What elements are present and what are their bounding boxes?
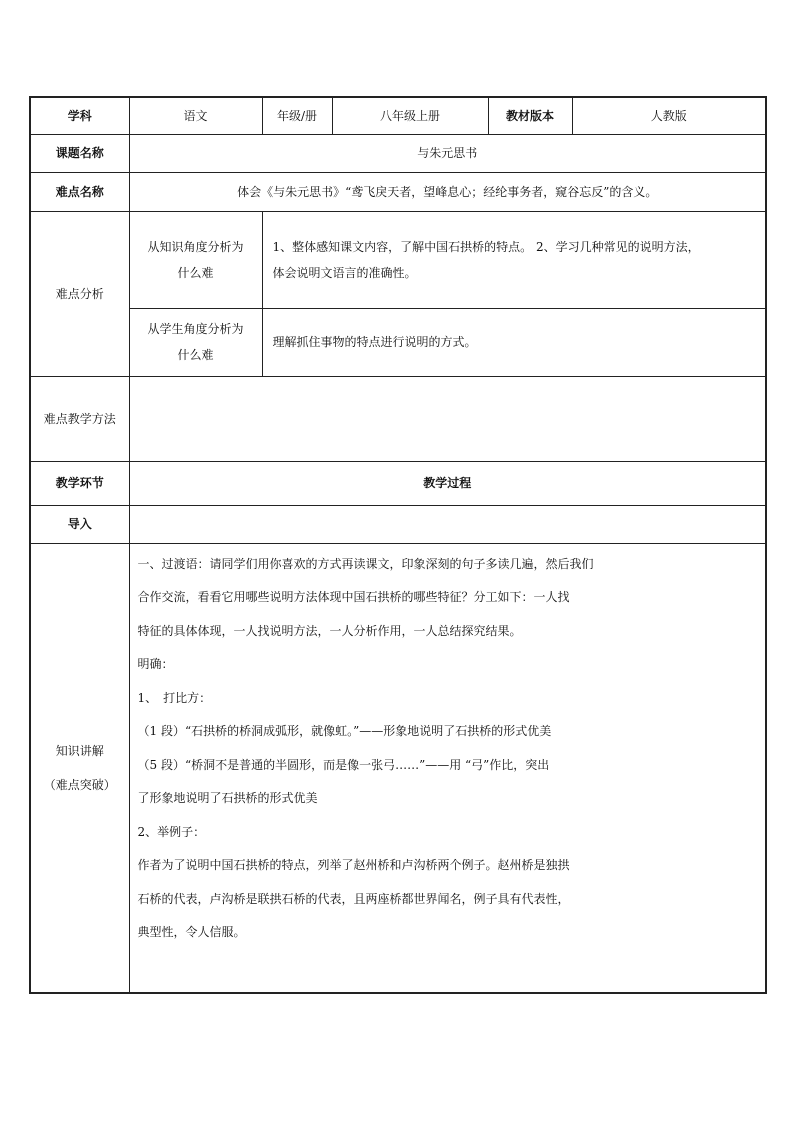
grade-label: 年级/册 (262, 97, 332, 134)
grade-value: 八年级上册 (332, 97, 488, 134)
process-label: 教学过程 (129, 461, 766, 505)
knowledge-angle-label-line1: 从知识角度分析为 (147, 239, 244, 254)
content-line: （5 段）“桥洞不是普通的半圆形，而是像一张弓……”——用 “弓”作比，突出 (137, 757, 550, 772)
lesson-plan-table (29, 96, 767, 994)
content-line: 作者为了说明中国石拱桥的特点，列举了赵州桥和卢沟桥两个例子。赵州桥是独拱 (137, 858, 570, 872)
lesson-title-value: 与朱元思书 (129, 134, 766, 172)
student-angle-label-line1: 从学生角度分析为 (147, 322, 244, 336)
edition-value: 人教版 (572, 97, 766, 134)
content-line: 一、过渡语：请同学们用你喜欢的方式再读课文，印象深刻的句子多读几遍，然后我们 (137, 556, 594, 571)
content-line: 石桥的代表，卢沟桥是联拱石桥的代表，且两座桥都世界闻名，例子具有代表性， (137, 891, 570, 906)
knowledge-angle-text-line1: 1、整体感知课文内容，了解中国石拱桥的特点。 2、学习几种常见的说明方法， (272, 239, 700, 254)
lesson-title-label: 课题名称 (30, 134, 129, 172)
student-angle-label-line2: 什么难 (177, 348, 214, 362)
process-header-row (30, 461, 766, 505)
intro-label: 导入 (30, 505, 129, 543)
knowledge-angle-text-line2: 体会说明文语言的准确性。 (272, 265, 417, 280)
difficulty-name-row (30, 172, 766, 211)
content-line: 1、 打比方： (137, 690, 212, 705)
student-angle-text: 理解抓住事物的特点进行说明的方式。 (262, 308, 766, 376)
content-line: 典型性，令人信服。 (137, 925, 246, 939)
content-line: 特征的具体体现，一人找说明方法，一人分析作用，一人总结探究结果。 (137, 623, 522, 638)
content-line: 合作交流，看看它用哪些说明方法体现中国石拱桥的哪些特征？分工如下：一人找 (137, 590, 570, 604)
knowledge-explain-content (129, 543, 766, 993)
knowledge-explain-label (30, 543, 129, 993)
subject-label: 学科 (30, 97, 129, 134)
method-row (30, 376, 766, 461)
knowledge-row (30, 543, 766, 993)
content-line: 明确： (137, 657, 174, 671)
knowledge-angle-label-line2: 什么难 (177, 265, 214, 280)
header-row (30, 97, 766, 134)
intro-row (30, 505, 766, 543)
knowledge-angle-label (129, 211, 262, 308)
method-value (129, 376, 766, 461)
student-angle-label (129, 308, 262, 376)
analysis-knowledge-row (30, 211, 766, 308)
knowledge-angle-text (262, 211, 766, 308)
stage-label: 教学环节 (30, 461, 129, 505)
method-label: 难点教学方法 (30, 376, 129, 461)
knowledge-explain-label-line1: 知识讲解 (55, 743, 104, 758)
difficulty-analysis-label: 难点分析 (30, 211, 129, 376)
knowledge-explain-label-line2: （难点突破） (43, 777, 116, 792)
content-line: （1 段）“石拱桥的桥洞成弧形，就像虹。”——形象地说明了石拱桥的形式优美 (137, 724, 552, 738)
intro-value (129, 505, 766, 543)
content-line: 2、举例子： (137, 824, 206, 839)
difficulty-name-value: 体会《与朱元思书》“鸢飞戾天者，望峰息心；经纶事务者，窥谷忘反”的含义。 (129, 172, 766, 211)
subject-value: 语文 (129, 97, 262, 134)
analysis-student-row (30, 308, 766, 376)
lesson-title-row (30, 134, 766, 172)
content-line: 了形象地说明了石拱桥的形式优美 (137, 791, 318, 805)
difficulty-name-label: 难点名称 (30, 172, 129, 211)
edition-label: 教材版本 (488, 97, 572, 134)
